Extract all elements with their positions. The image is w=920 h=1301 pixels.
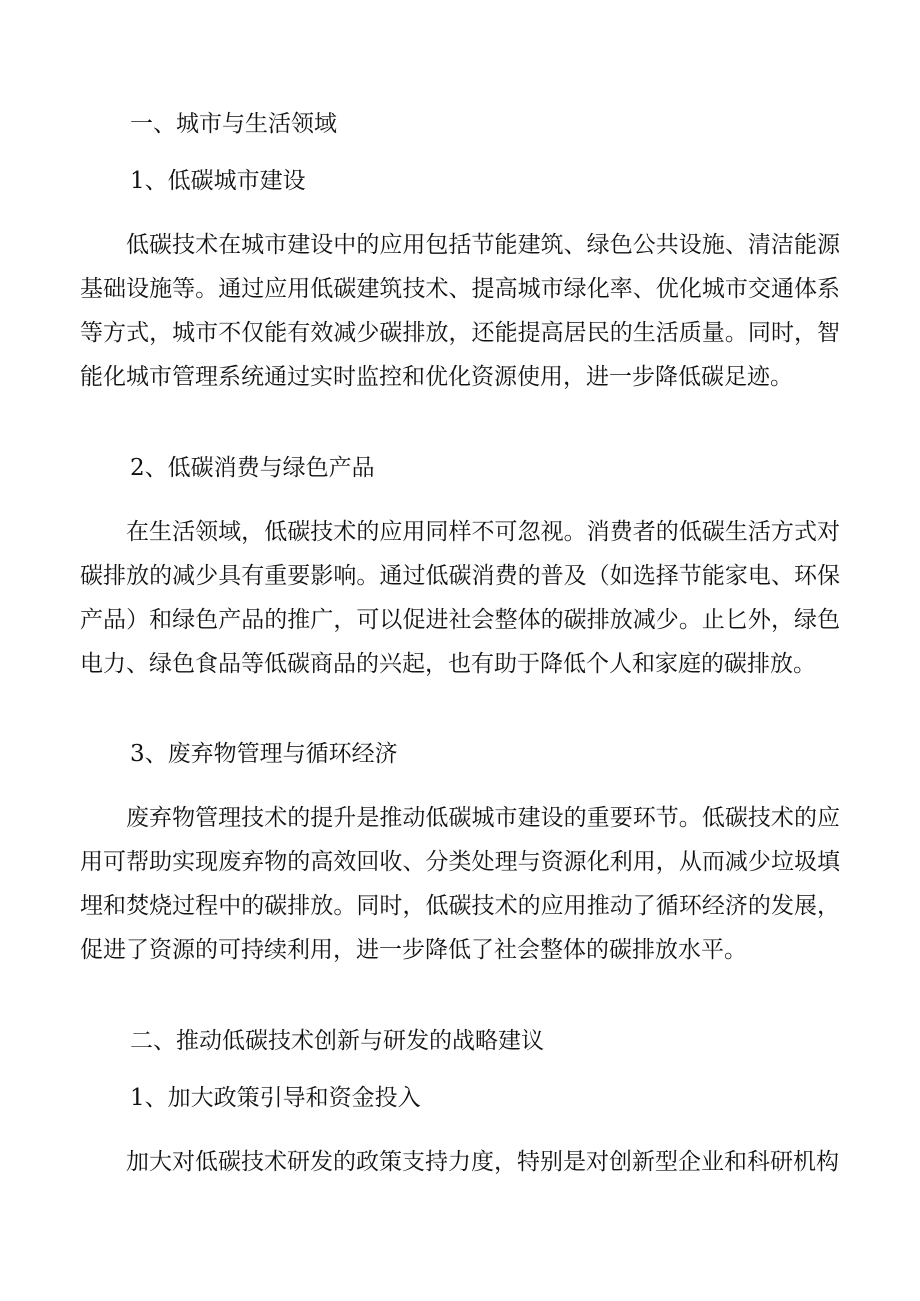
subheading-policy-funding: 1、加大政策引导和资金投入: [130, 1085, 421, 1111]
section-heading-strategy: 二、推动低碳技术创新与研发的战略建议: [130, 1028, 544, 1054]
subheading-low-carbon-city: 1、低碳城市建设: [130, 168, 306, 194]
paragraph-waste-management: 废弃物管理技术的提升是推动低碳城市建设的重要环节。低碳技术的应用可帮助实现废弃物的高效回收、分类处理与资源化利用，从而减少垃圾填埋和焚烧过程中的碳排放。同时，低碳技术的应用推动了循环经济的发展，促进了资源的可持续利用，进一步降低了社会整体的碳排放水平。: [80, 805, 840, 963]
subheading-waste-management: 3、废弃物管理与循环经济: [130, 741, 398, 767]
paragraph-low-carbon-consumption: 在生活领域，低碳技术的应用同样不可忽视。消费者的低碳生活方式对碳排放的减少具有重要影响。通过低碳消费的普及（如选择节能家电、环保产品）和绿色产品的推广，可以促进社会整体的碳排放减少。止匕外，绿色电力、绿色食品等低碳商品的兴起，也有助于降低个人和家庭的碳排放。: [80, 519, 840, 677]
subheading-low-carbon-consumption: 2、低碳消费与绿色产品: [130, 455, 375, 481]
paragraph-low-carbon-city: 低碳技术在城市建设中的应用包括节能建筑、绿色公共设施、清洁能源基础设施等。通过应用低碳建筑技术、提高城市绿化率、优化城市交通体系等方式，城市不仅能有效减少碳排放，还能提高居民的生活质量。同时，智能化城市管理系统通过实时监控和优化资源使用，进一步降低碳足迹。: [80, 232, 840, 390]
section-heading-city-life: 一、城市与生活领域: [130, 111, 337, 137]
paragraph-policy-funding: 加大对低碳技术研发的政策支持力度，特别是对创新型企业和科研机构: [126, 1149, 839, 1175]
